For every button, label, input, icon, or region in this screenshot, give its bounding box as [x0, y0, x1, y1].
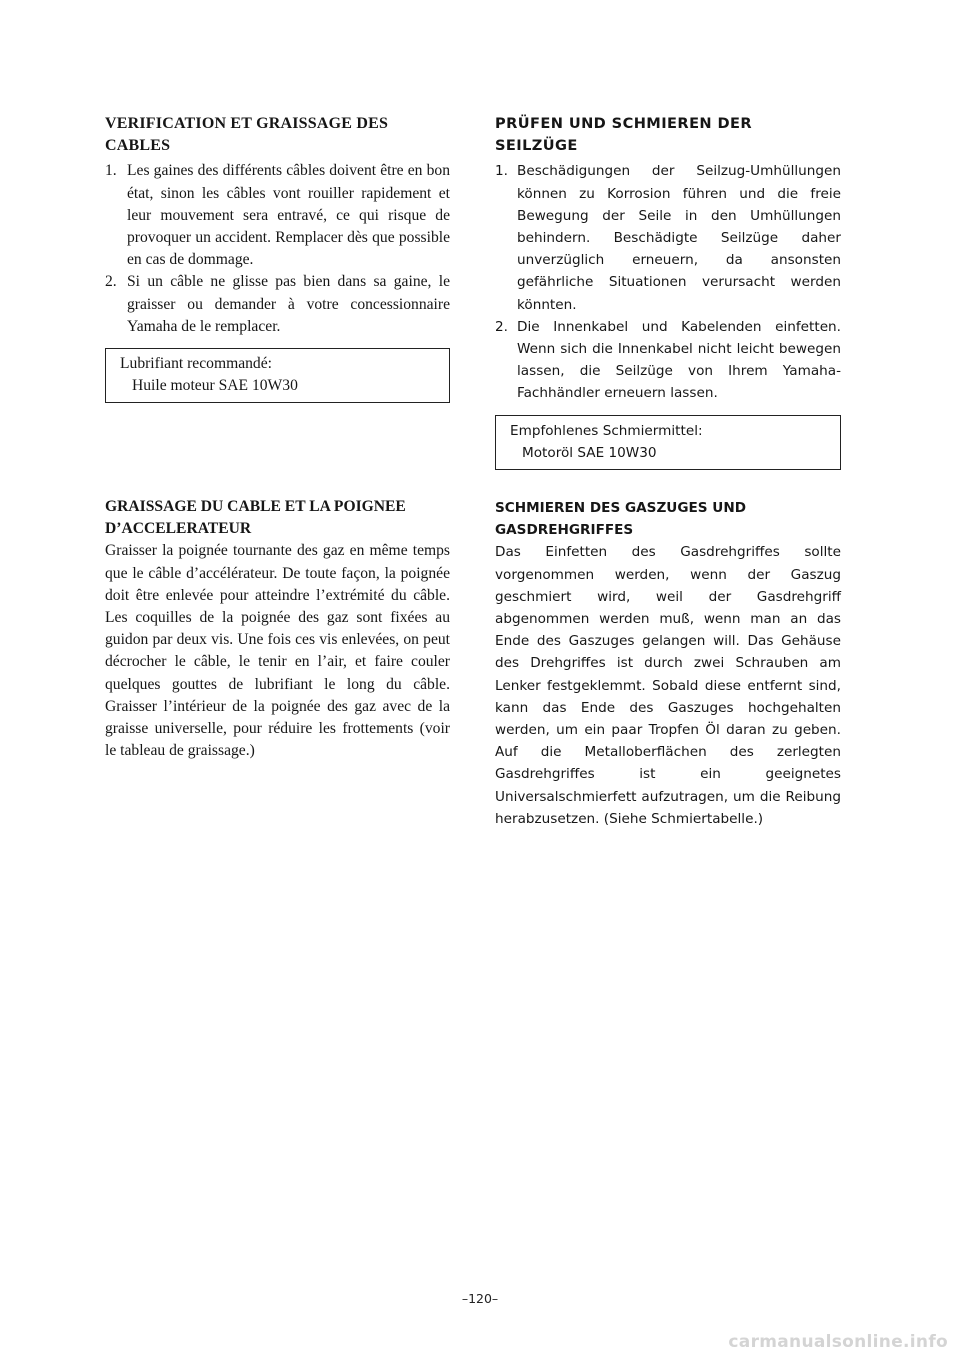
french-column	[105, 113, 450, 403]
step-number: 1.	[495, 163, 508, 180]
fr-lubricant-box	[105, 348, 450, 403]
fr-throttle-heading-line2: D’ACCELERATEUR	[105, 520, 252, 538]
step-text: Beschädigungen der Seilzug-Umhüllungen können zu Korrosion führen und die freie Bewegung der Seile in den Umhüllungen behindern. Beschädigte Seilzüge daher unverzüglich erneuern, da ansonsten gefährliche Situationen verursacht werden könnten.	[517, 163, 841, 313]
step-text: Si un câble ne glisse pas bien dans sa gaine, le graisser ou demander à votre concessionnaire Yamaha de le remplacer.	[127, 273, 450, 335]
page-number: –120–	[461, 1291, 499, 1306]
de-lubricant-label: Empfohlenes Schmiermittel:	[510, 422, 703, 439]
de-throttle-heading-line2: GASDREHGRIFFES	[495, 522, 634, 539]
step-text: Die Innenkabel und Kabelenden einfetten. Wenn sich die Innenkabel nicht leicht bewegen lassen, die Seilzüge von Ihrem Yamaha-Fachhändler erneuern lassen.	[517, 318, 841, 402]
de-cables-heading-line1: PRÜFEN UND SCHMIEREN DER	[495, 115, 753, 132]
fr-throttle-body: Graisser la poignée tournante des gaz en même temps que le câble d’accélérateur. De toute façon, la poignée doit être enlevée pour atteindre l’extrémité du câble. Les coquilles de la poignée des gaz sont fixées au guidon par deux vis. Une fois ces vis enlevées, on peut décrocher le câble, le tenir en l’air, et faire couler quelques gouttes de lubrifiant le long du câble. Graisser l’intérieur de la poignée des gaz avec de la graisse universelle, pour réduire les frottements (voir le tableau de graissage.)	[105, 542, 450, 760]
de-throttle-heading-line1: SCHMIEREN DES GASZUGES UND	[495, 500, 746, 516]
de-throttle-body: Das Einfetten des Gasdrehgriffes sollte vorgenommen werden, wenn der Gaszug geschmiert wird, weil der Gasdrehgriff abgenommen werden muß, wenn man an das Ende des Gaszuges gelangen will. Das Gehäuse des Drehgriffes ist durch zwei Schrauben am Lenker festgeklemmt. Sobald diese entfernt sind, kann das Ende des Gaszuges hochgehalten werden, um ein paar Tropfen Öl daran zu geben. Auf die Metalloberflächen des zerlegten Gasdrehgriffes ist ein geeignetes Universalschmierfett aufzutragen, um die Reibung herabzusetzen. (Siehe Schmiertabelle.)	[495, 544, 841, 827]
fr-cables-heading	[105, 113, 450, 157]
step-number: 1.	[105, 162, 117, 180]
fr-cables-steps	[105, 160, 450, 338]
de-cables-heading-line2: SEILZÜGE	[495, 137, 578, 155]
de-lubricant-value: Motoröl SAE 10W30	[522, 444, 657, 461]
fr-lubricant-value: Huile moteur SAE 10W30	[132, 377, 298, 395]
list-item	[105, 271, 450, 338]
fr-throttle-heading	[105, 496, 450, 540]
list-item	[105, 160, 450, 271]
fr-throttle-heading-line1: GRAISSAGE DU CABLE ET LA POIGNEE	[105, 498, 406, 515]
watermark: carmanualsonline.info	[728, 1332, 948, 1352]
fr-cables-heading-line1: VERIFICATION ET GRAISSAGE DES	[105, 115, 389, 132]
de-cables-heading	[495, 113, 841, 157]
fr-lubricant-label: Lubrifiant recommandé:	[120, 355, 272, 373]
step-number: 2.	[495, 318, 508, 335]
step-text: Les gaines des différents câbles doivent être en bon état, sinon les câbles vont rouiller rapidement et leur mouvement sera entravé, ce qui risque de provoquer un accident. Remplacer dès que possible en cas de dommage.	[127, 162, 450, 269]
de-lubricant-box	[495, 415, 841, 470]
de-throttle-heading	[495, 497, 841, 541]
de-throttle-section	[495, 497, 841, 830]
fr-cables-heading-line2: CABLES	[105, 137, 171, 155]
step-number: 2.	[105, 273, 117, 291]
fr-throttle-section	[105, 496, 450, 762]
list-item	[495, 316, 841, 405]
de-cables-steps	[495, 160, 841, 404]
list-item	[495, 160, 841, 315]
german-column	[495, 113, 841, 470]
